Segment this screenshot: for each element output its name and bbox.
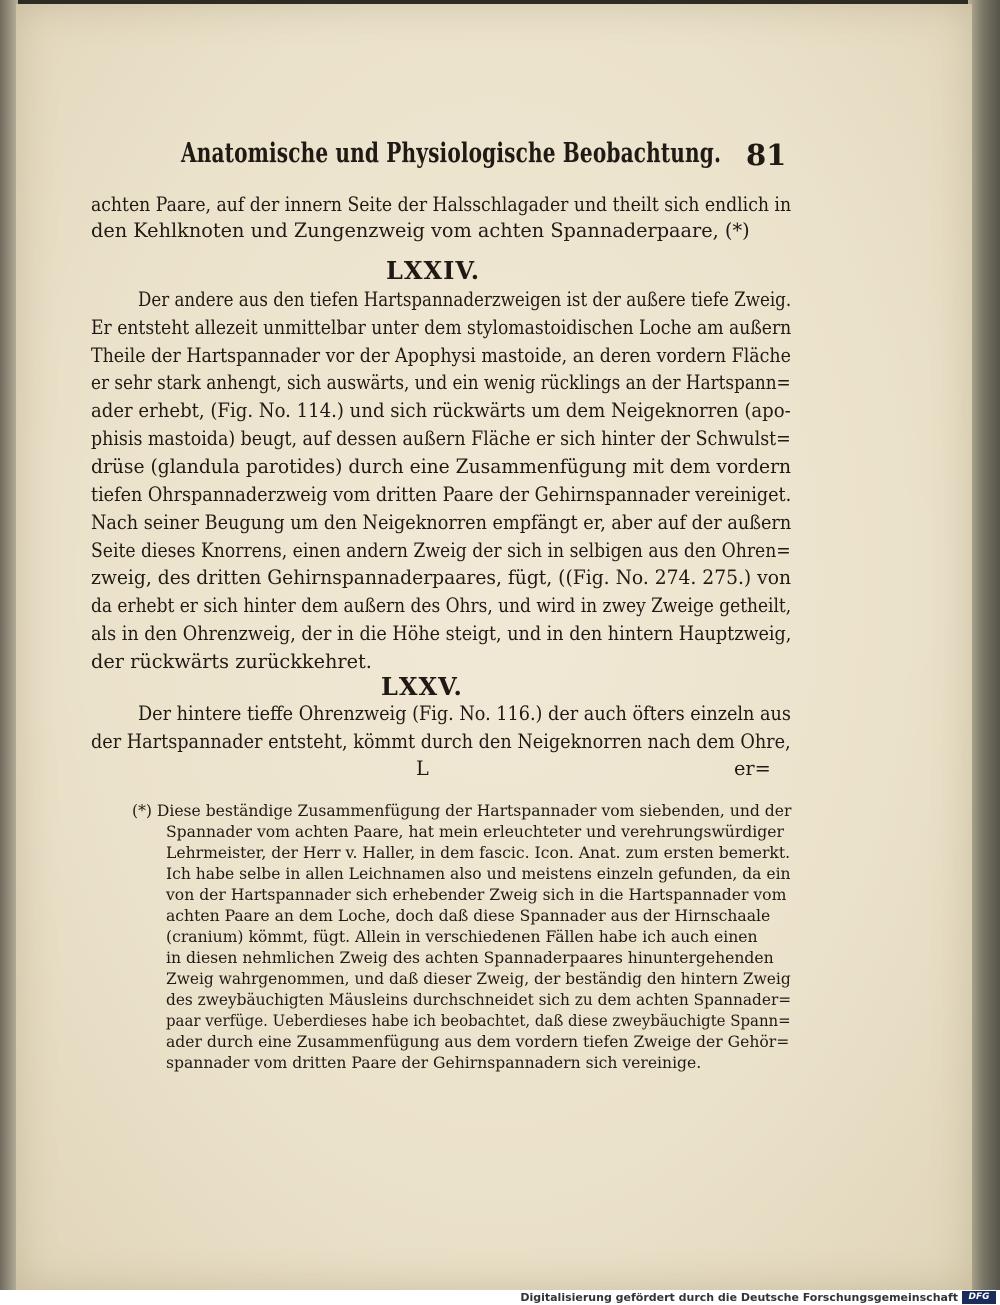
text-line: der Hartspannader entsteht, kömmt durch den Neigeknorren nach dem Ohre, — [91, 730, 791, 753]
funding-credit: Digitalisierung gefördert durch die Deutsche Forschungsgemeinschaft — [520, 1291, 958, 1304]
section-heading-lxxiv: LXXIV. — [386, 256, 481, 285]
footnote-line: Lehrmeister, der Herr v. Haller, in dem fascic. Icon. Anat. zum ersten bemerkt. — [166, 844, 791, 862]
text-line: ader erhebt, (Fig. No. 114.) und sich rückwärts um dem Neigeknorren (apo- — [91, 399, 791, 422]
scan-edge-right — [968, 0, 1000, 1290]
text-line: drüse (glandula parotides) durch eine Zusammenfügung mit dem vordern — [91, 455, 792, 478]
footnote-line: ader durch eine Zusammenfügung aus dem vordern tiefen Zweige der Gehör= — [166, 1033, 790, 1051]
text-line: der rückwärts zurückkehret. — [91, 650, 372, 673]
section-heading-lxxv: LXXV. — [381, 672, 463, 701]
footnote-line: von der Hartspannader sich erhebender Zweig sich in die Hartspannader vom — [166, 886, 787, 904]
text-line: da erhebt er sich hinter dem außern des Ohrs, und wird in zwey Zweige getheilt, — [91, 594, 792, 617]
footnote-line: (*) Diese beständige Zusammenfügung der Hartspannader vom siebenden, und der — [132, 802, 792, 820]
text-line: Der hintere tieffe Ohrenzweig (Fig. No. 116.) der auch öfters einzeln aus — [138, 702, 791, 725]
text-line: Der andere aus den tiefen Hartspannaderzweigen ist der außere tiefe Zweig. — [138, 288, 792, 311]
footnote-line: in diesen nehmlichen Zweig des achten Spannaderpaares hinuntergehenden — [166, 949, 774, 967]
footnote-line: des zweybäuchigten Mäusleins durchschneidet sich zu dem achten Spannader= — [166, 991, 792, 1009]
text-line: phisis mastoida) beugt, auf dessen außern Fläche er sich hinter der Schwulst= — [91, 427, 791, 450]
text-line: er sehr stark anhengt, sich auswärts, und ein wenig rücklings an der Hartspann= — [91, 371, 791, 394]
running-title: Anatomische und Physiologische Beobachtung. — [181, 138, 722, 169]
footnote-line: Ich habe selbe in allen Leichnamen also und meistens einzeln gefunden, da ein — [166, 865, 791, 883]
text-line: zweig, des dritten Gehirnspannaderpaares, fügt, ((Fig. No. 274. 275.) von — [91, 566, 792, 589]
text-line: den Kehlknoten und Zungenzweig vom achten Spannaderpaare, (*) — [91, 219, 750, 242]
text-line: Theile der Hartspannader vor der Apophysi mastoide, an deren vordern Fläche — [91, 344, 791, 367]
text-line: achten Paare, auf der innern Seite der Halsschlagader und theilt sich endlich in — [91, 193, 792, 216]
page-number: 81 — [746, 138, 787, 172]
digitization-footer — [0, 1290, 1000, 1305]
catchword: er= — [734, 757, 771, 780]
text-line: Er entsteht allezeit unmittelbar unter dem stylomastoidischen Loche am außern — [91, 316, 792, 339]
text-line: als in den Ohrenzweig, der in die Höhe steigt, und in den hintern Hauptzweig, — [91, 622, 792, 645]
signature-mark: L — [416, 757, 429, 780]
text-line: Nach seiner Beugung um den Neigeknorren empfängt er, aber auf der außern — [91, 511, 792, 534]
book-page — [16, 4, 972, 1290]
text-line: Seite dieses Knorrens, einen andern Zweig der sich in selbigen aus den Ohren= — [91, 539, 791, 562]
text-line: tiefen Ohrspannaderzweig vom dritten Paare der Gehirnspannader vereiniget. — [91, 483, 792, 506]
footnote-line: spannader vom dritten Paare der Gehirnspannadern sich vereinige. — [166, 1054, 702, 1072]
footnote-line: paar verfüge. Ueberdieses habe ich beobachtet, daß diese zweybäuchigte Spann= — [166, 1012, 791, 1030]
footnote-line: (cranium) kömmt, fügt. Allein in verschiedenen Fällen habe ich auch einen — [166, 928, 758, 946]
footnote-line: achten Paare an dem Loche, doch daß diese Spannader aus der Hirnschaale — [166, 907, 771, 925]
footnote-line: Spannader vom achten Paare, hat mein erleuchteter und verehrungswürdiger — [166, 823, 784, 841]
dfg-logo-icon[interactable]: DFG — [962, 1291, 996, 1304]
running-header — [181, 132, 793, 182]
footnote-line: Zweig wahrgenommen, und daß dieser Zweig, der beständig den hintern Zweig — [166, 970, 791, 988]
